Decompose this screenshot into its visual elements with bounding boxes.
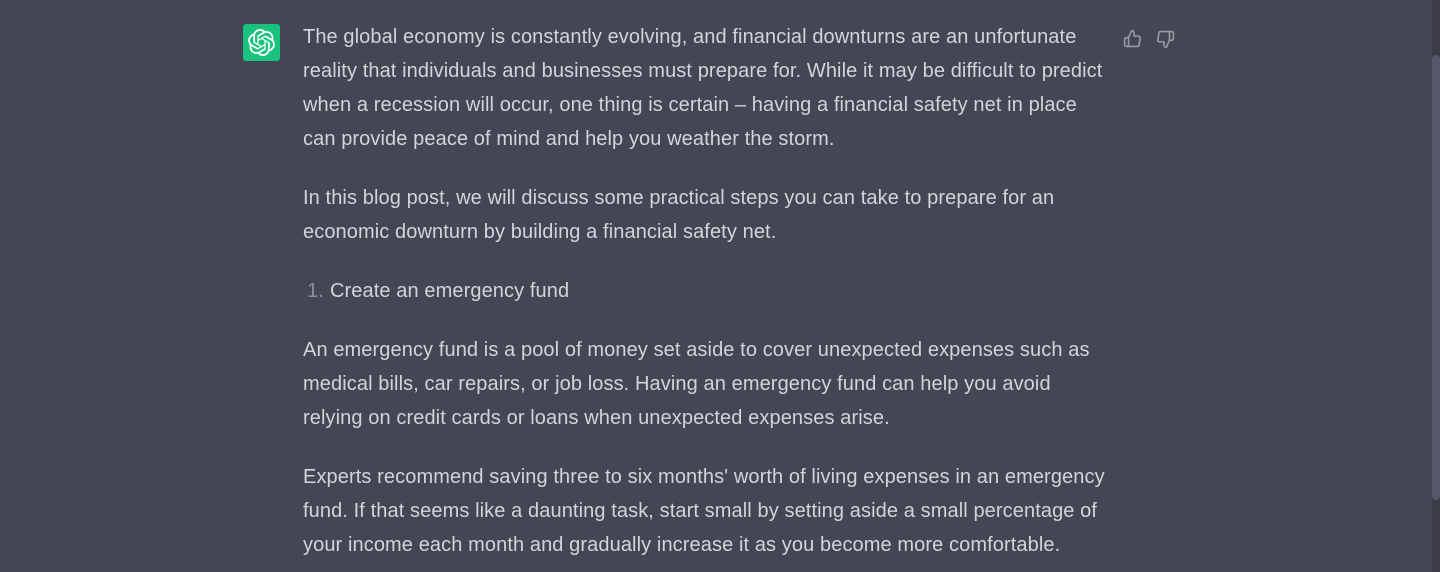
openai-logo-icon — [248, 29, 275, 56]
message-paragraph: Experts recommend saving three to six months' worth of living expenses in an emergency fund. If that seems like a daunting task, start small by setting aside a small percentage of your income each month and gradually increase it as you become more comfortable. — [303, 466, 1105, 556]
thumbs-down-button[interactable] — [1156, 30, 1175, 49]
message-paragraph: An emergency fund is a pool of money set aside to cover unexpected expenses such as medical bills, car repairs, or job loss. Having an emergency fund can help you avoid relying on credit cards or loans when unexpected expenses arise. — [303, 339, 1090, 429]
message-feedback-actions — [1123, 28, 1175, 49]
list-item-text: Create an emergency fund — [330, 280, 570, 302]
message-content — [303, 20, 1109, 562]
thumbs-down-icon — [1156, 30, 1175, 49]
ordered-list-item — [303, 274, 1109, 308]
thumbs-up-button[interactable] — [1123, 28, 1142, 49]
message-paragraph: The global economy is constantly evolving, and financial downturns are an unfortunate reality that individuals and businesses must prepare for. While it may be difficult to predict when a recession will occur, one thing is certain – having a financial safety net in place can provide peace of mind and help you weather the storm. — [303, 26, 1103, 150]
list-item-number: 1. — [307, 280, 324, 302]
scrollbar-track[interactable] — [1432, 0, 1440, 572]
thumbs-up-icon — [1123, 29, 1142, 48]
scrollbar-thumb[interactable] — [1432, 55, 1440, 500]
assistant-avatar — [243, 24, 280, 61]
message-paragraph: In this blog post, we will discuss some practical steps you can take to prepare for an economic downturn by building a financial safety net. — [303, 187, 1055, 243]
